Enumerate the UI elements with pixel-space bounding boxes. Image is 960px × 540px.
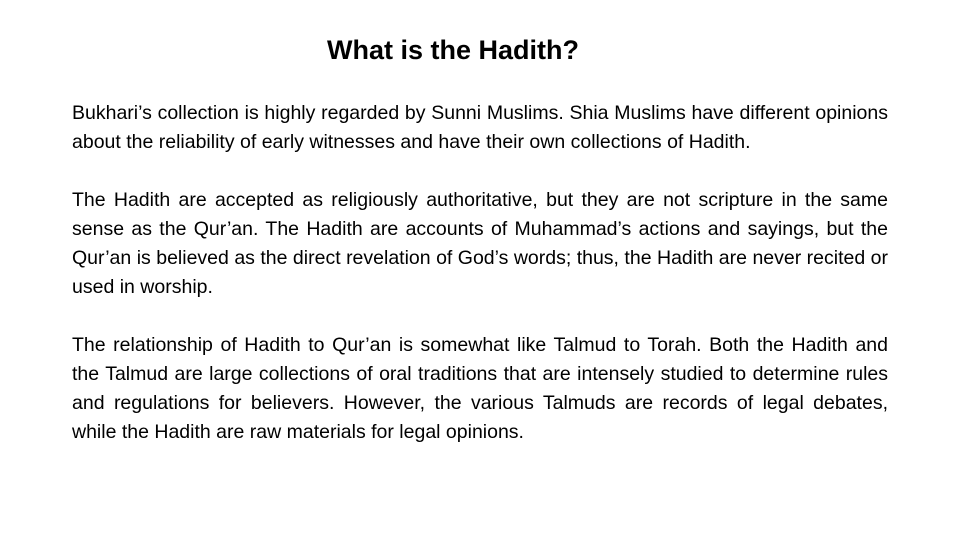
slide-body [72, 99, 888, 447]
slide-title: What is the Hadith? [327, 35, 579, 65]
paragraph-hadith-authority: The Hadith are accepted as religiously authoritative, but they are not scripture in the same sense as the Qur’an. The Hadith are accounts of Muhammad’s actions and sayings, but the Qur’an is believed as the direct revelation of God’s words; thus, the Hadith are never recited or used in worship. [72, 189, 888, 298]
paragraph-hadith-talmud-comparison: The relationship of Hadith to Qur’an is somewhat like Talmud to Torah. Both the Hadith and the Talmud are large collections of oral traditions that are intensely studied to determine rules and regulations for believers. However, the various Talmuds are records of legal debates, while the Hadith are raw materials for legal opinions. [72, 334, 888, 443]
paragraph-bukhari-collection: Bukhari’s collection is highly regarded by Sunni Muslims. Shia Muslims have different opinions about the reliability of early witnesses and have their own collections of Hadith. [72, 102, 888, 153]
